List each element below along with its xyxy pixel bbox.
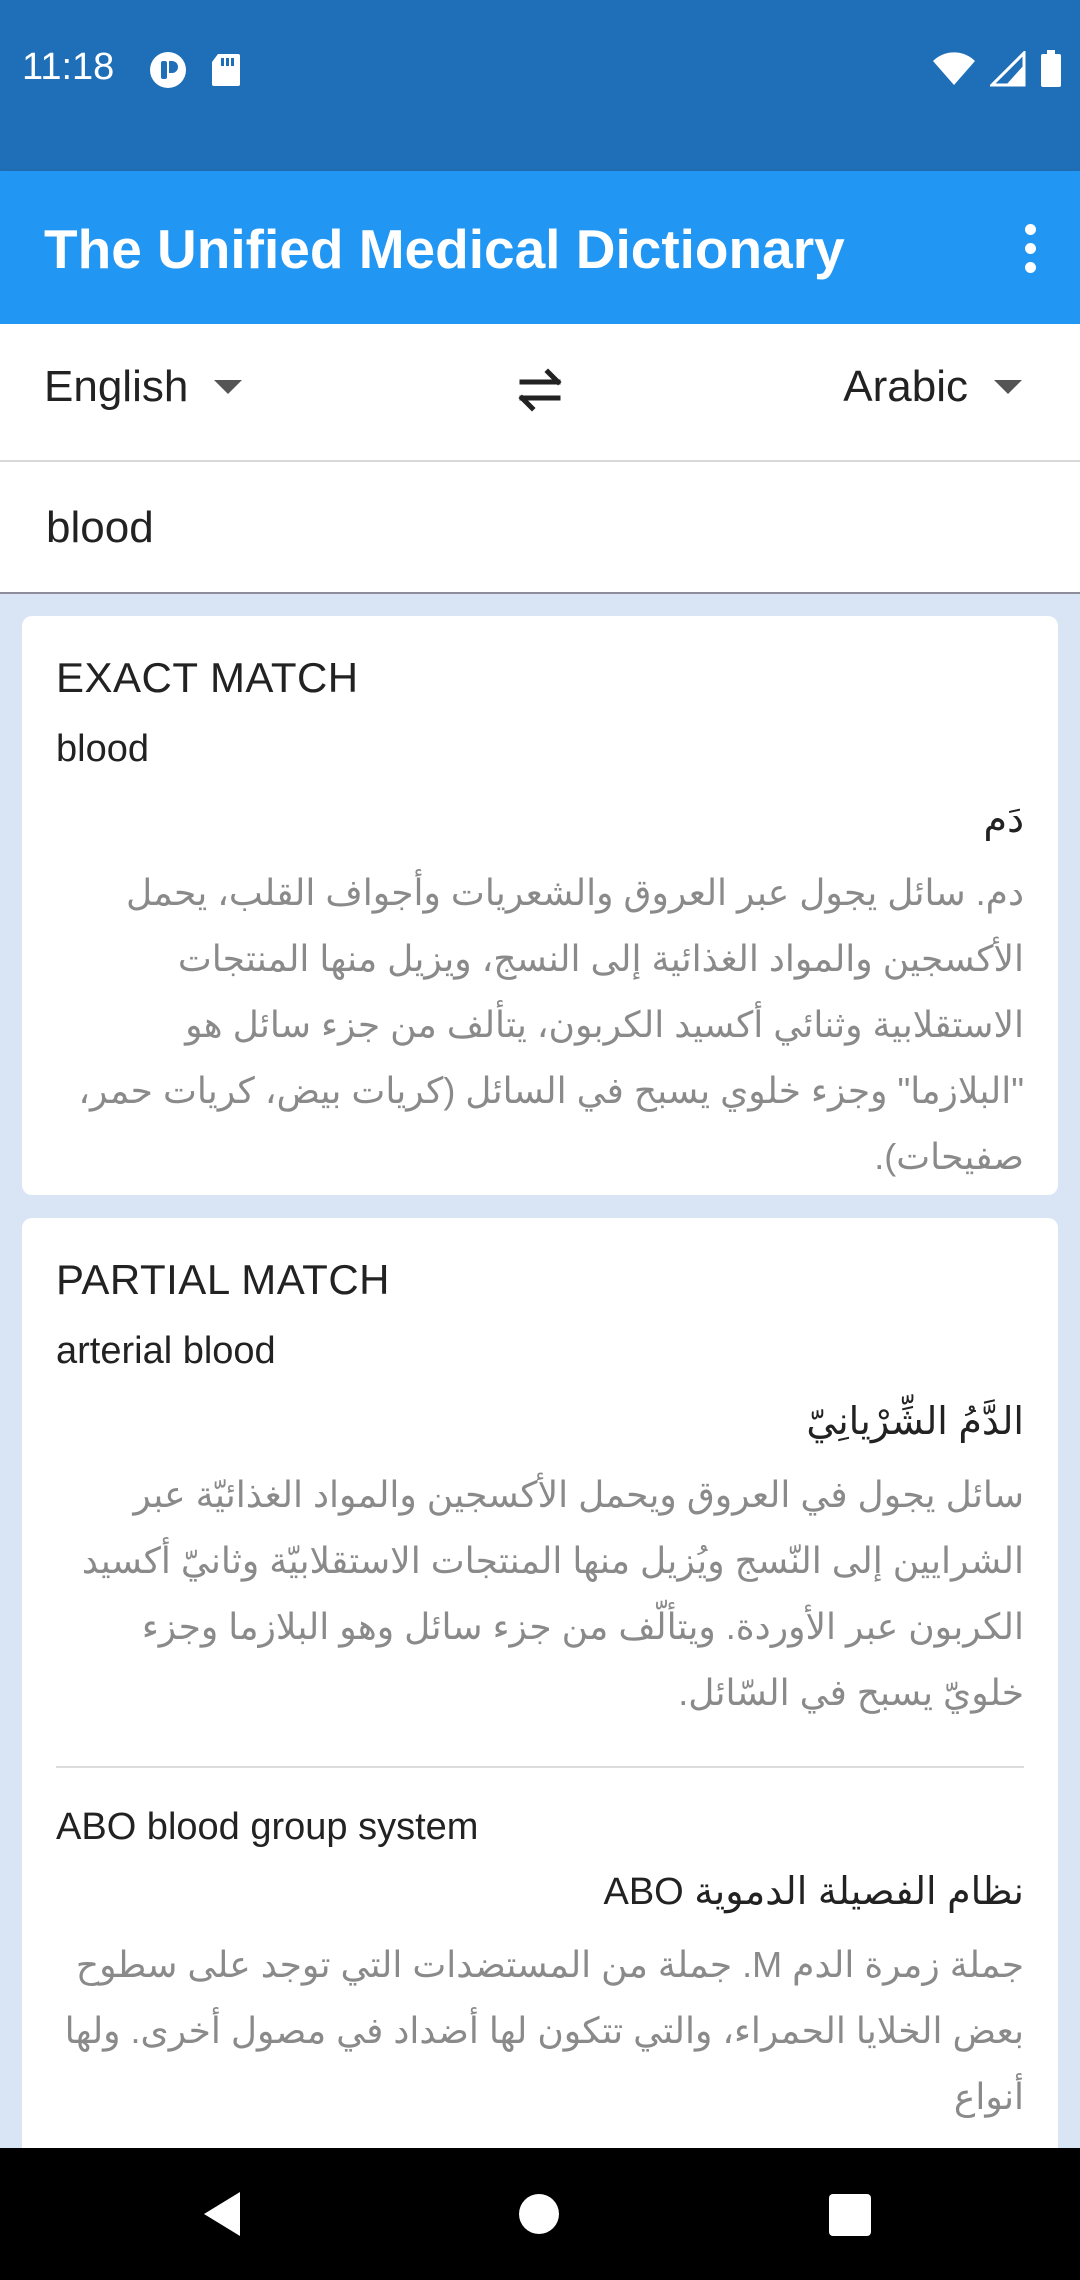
more-vert-icon: [1025, 224, 1036, 235]
source-language-dropdown[interactable]: [44, 362, 242, 412]
partial-match-card: [22, 1218, 1058, 2178]
swap-languages-icon[interactable]: [508, 358, 572, 422]
exact-arabic-term: دَم: [983, 799, 1024, 841]
exact-match-card: [22, 616, 1058, 1195]
status-time: 11:18: [22, 46, 115, 88]
divider: [56, 1766, 1024, 1768]
navigation-bar: [0, 2148, 1080, 2280]
wifi-icon: [932, 51, 976, 87]
chevron-down-icon: [214, 380, 242, 394]
target-language-dropdown[interactable]: [843, 362, 1022, 412]
exact-term: blood: [56, 728, 149, 770]
language-bar: [0, 324, 1080, 462]
partial-term: arterial blood: [56, 1330, 276, 1372]
status-bar: [0, 0, 1080, 171]
list-item[interactable]: [56, 1806, 1024, 2130]
partial-arabic-term: نظام الفصيلة الدموية ABO: [603, 1871, 1024, 1913]
search-bar: [0, 462, 1080, 594]
partial-match-title: PARTIAL MATCH: [56, 1256, 390, 1303]
back-icon[interactable]: [200, 2190, 244, 2238]
app-bar: [0, 171, 1080, 324]
recent-apps-icon[interactable]: [829, 2194, 871, 2236]
app-title: The Unified Medical Dictionary: [44, 218, 845, 280]
target-language-label: Arabic: [843, 362, 968, 411]
signal-icon: [990, 51, 1026, 87]
exact-match-title: EXACT MATCH: [56, 654, 359, 701]
overflow-menu-button[interactable]: [998, 205, 1062, 291]
partial-definition: سائل يجول في العروق ويحمل الأكسجين والمواد الغذائيّة عبر الشرايين إلى النّسج ويُزيل منها المنتجات الاستقلابيّة وثانيّ أكسيد الكربون عبر الأوردة. ويتألّف من جزء سائل وهو البلازما وجزء خلويّ يسبح في السّائل.: [81, 1474, 1024, 1713]
partial-definition: جملة زمرة الدم M. جملة من المستضدات التي توجد على سطوح بعض الخلايا الحمراء، والتي تتكون لها أضداد في مصول أخرى. ولها أنواع: [64, 1944, 1024, 2117]
chevron-down-icon: [994, 380, 1022, 394]
app-notification-icon: [148, 50, 188, 90]
battery-icon: [1040, 50, 1062, 88]
search-input[interactable]: [44, 492, 1038, 564]
list-item[interactable]: [56, 1330, 1024, 1726]
source-language-label: English: [44, 362, 189, 411]
exact-definition: دم. سائل يجول عبر العروق والشعريات وأجواف القلب، يحمل الأكسجين والمواد الغذائية إلى النسج، ويزيل منها المنتجات الاستقلابية وثنائي أكسيد الكربون، يتألف من جزء سائل هو "البلازما" وجزء خلوي يسبح في السائل (كريات بيض، كريات حمر، صفيحات).: [78, 872, 1024, 1177]
sd-card-icon: [210, 52, 242, 88]
partial-arabic-term: الدَّمُ الشِّرْيانِيّ: [806, 1401, 1024, 1443]
home-icon[interactable]: [519, 2194, 559, 2234]
partial-term: ABO blood group system: [56, 1806, 479, 1848]
